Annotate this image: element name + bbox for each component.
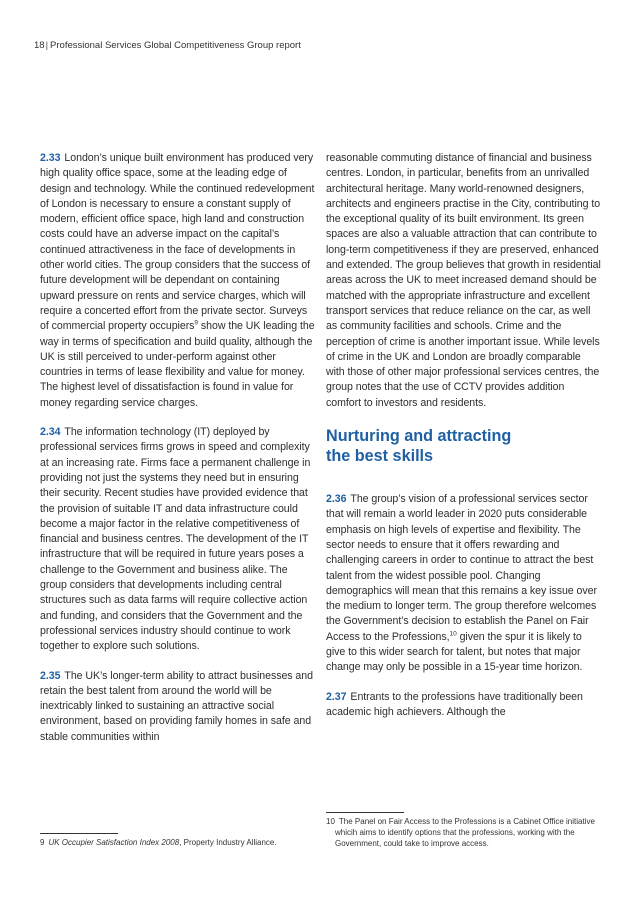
paragraph-number: 2.36 (326, 493, 347, 506)
paragraph-text-cont: show the UK leading the way in terms of specification and build quality, although the UK is still perceived to under-perform against other countries in terms of lease flexibility and value for money. The highest level of dissatisfaction is found in value for money regarding service charges. (40, 320, 315, 409)
paragraph-2-35 (40, 669, 316, 745)
footnote-divider-right (326, 812, 404, 813)
right-column (326, 151, 602, 734)
running-header (34, 40, 301, 51)
footnote-text: , Property Industry Alliance. (179, 838, 277, 847)
paragraph-text: Entrants to the professions have traditionally been academic high achievers. Although the (326, 690, 583, 718)
page-number: 18 (34, 40, 45, 51)
footnote-number: 9 (40, 838, 45, 847)
footnote-number: 10 (326, 817, 335, 826)
paragraph-2-36 (326, 492, 602, 676)
footnote-text: The Panel on Fair Access to the Professions is a Cabinet Office initiative whicih aims to identify options that the professions, working with the Government, could take to improve access. (335, 817, 595, 849)
paragraph-text: reasonable commuting distance of financial and business centres. London, in particular, benefits from an unrivalled architectural heritage. Many world-renowned designers, architects and engineers practise in the City, contributing to the exceptional quality of its built environment. Its green spaces are also a valuable attraction that can contribute to long-term competitiveness if they are preserved, enhanced and extended. The group believes that growth in residential areas across the UK to meet increased demand should be matched with the appropriate infrastructure and excellent transport services that reduce reliance on the car, as well as community facilities and schools. Crime and the perception of crime is another important issue. While levels of crime in the UK and London are broadly comparable with those of other major professional services centres, the group notes that the use of CCTV provides addition comfort to investors and residents. (326, 152, 601, 409)
paragraph-2-34 (40, 425, 316, 654)
footnote-body (326, 816, 602, 850)
header-separator: | (45, 40, 49, 51)
footnote-10 (326, 816, 602, 850)
section-heading (326, 427, 602, 466)
footnote-9 (40, 837, 316, 848)
paragraph-number: 2.34 (40, 426, 61, 439)
report-title: Professional Services Global Competitiveness Group report (50, 40, 301, 51)
paragraph-text: The UK’s longer-term ability to attract businesses and retain the best talent from around the world will be inextricably linked to sustaining an attractive social environment, based on providing family homes in safe and stable communities within (40, 669, 313, 743)
paragraph-text: The group’s vision of a professional services sector that will remain a world leader in 2020 puts considerable emphasis on high levels of expertise and flexibility. The sector needs to ensure that it offers rewarding and challenging careers in order to continue to attract the best talent from the widest possible pool. Changing demographics will mean that this remains a key issue over the medium to longer term. The group therefore welcomes the Government’s decision to establish the Panel on Fair Access to the Professions, (326, 493, 597, 643)
paragraph-number: 2.33 (40, 152, 61, 164)
footnote-ref-10: 10 (449, 630, 457, 638)
paragraph-2-33 (40, 151, 316, 411)
heading-line-1: Nurturing and attracting (326, 427, 512, 446)
heading-line-2: the best skills (326, 446, 434, 465)
paragraph-text: London’s unique built environment has produced very high quality office space, some at the leading edge of design and technology. While the continued redevelopment of London is necessary to ensure a constant supply of modern, efficient office space, high land and construction costs could have an adverse impact on the capital’s continued attractiveness in the face of developments in other world cities. The group considers that the success of future development will be dependant on containing upward pressure on rents and service charges, which will require a concerted effort from the private sector. Surveys of commercial property occupiers (40, 152, 315, 333)
left-column (40, 151, 316, 759)
paragraph-text-cont: given the spur it is likely to give to this wider search for talent, but notes that major change may only be possible in a 15-year time horizon. (326, 630, 583, 674)
paragraph-2-35-continued (326, 151, 602, 411)
footnote-divider-left (40, 833, 118, 834)
paragraph-2-37 (326, 690, 602, 721)
paragraph-number: 2.35 (40, 669, 61, 682)
paragraph-text: The information technology (IT) deployed by professional services firms grows in speed and complexity at an increasing rate. Firms face a permanent challenge in providing not just the systems they need but in ensuring their security. Recent studies have provided evidence that the provision of suitable IT and data infrastructure could become a major factor in the relative competitiveness of financial and business centres. The development of the IT infrastructure that will be required in future years poses a challenge to the Government and business alike. The group considers that developments including central structures such as data farms will require collective action and funding, and considers that the Government and the professional services industry should continue to work together to explore such solutions. (40, 426, 311, 653)
footnote-source-title: UK Occupier Satisfaction Index 2008 (48, 838, 180, 847)
paragraph-number: 2.37 (326, 690, 347, 703)
footnote-ref-9: 9 (194, 319, 198, 327)
